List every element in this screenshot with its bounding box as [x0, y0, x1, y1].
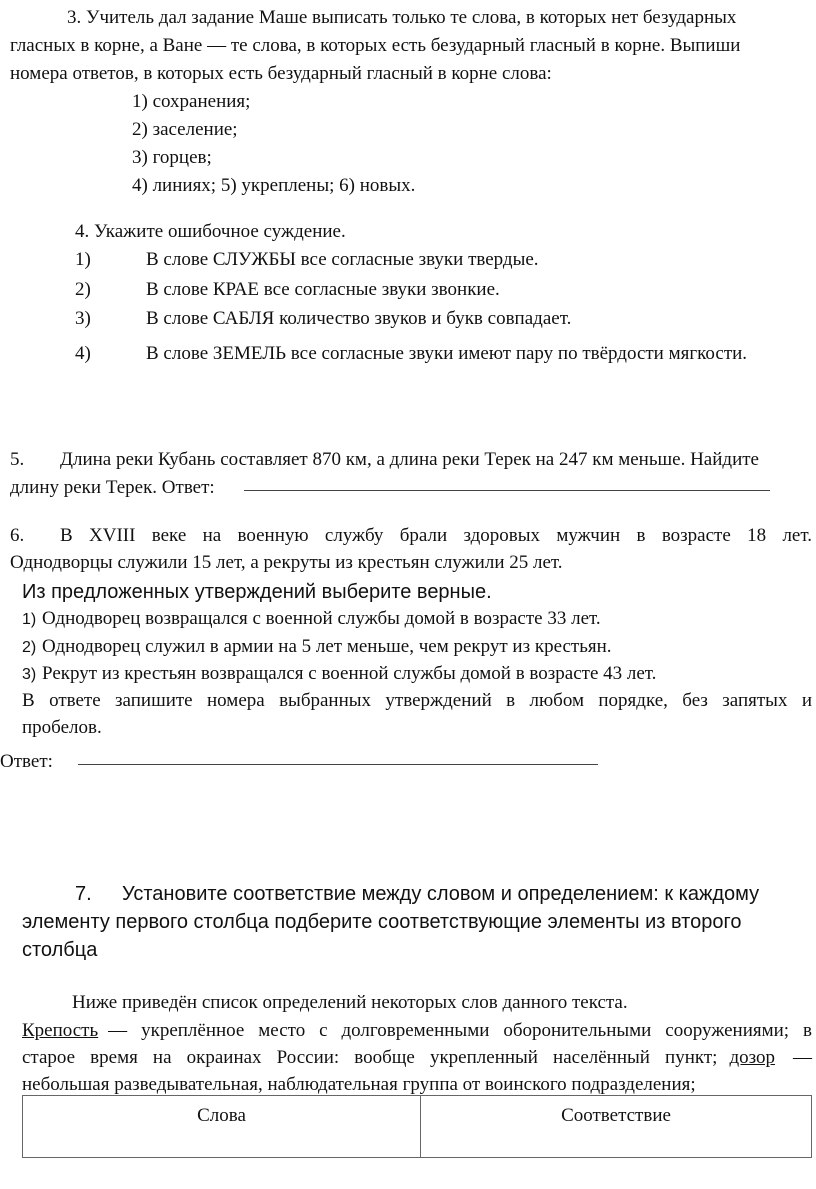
q6-item-num: 2): [22, 639, 37, 656]
q7-line2: элементу первого столбца подберите соответствующие элементы из второго: [22, 911, 742, 933]
q3-line1: 3. Учитель дал задание Маше выписать только те слова, в которых нет безударных: [67, 7, 737, 28]
q6-item-num: 1): [22, 611, 37, 628]
q3-line3: номера ответов, в которых есть безударный гласный в корне слова:: [10, 63, 552, 84]
q6-prompt: Из предложенных утверждений выберите верные.: [22, 581, 492, 603]
q7-def1-part-b: старое время на окраинах России: вообще укрепленный населённый пункт;: [22, 1047, 718, 1068]
q4-item-num: 4): [75, 343, 91, 364]
q3-option: 4) линиях; 5) укреплены; 6) новых.: [132, 175, 416, 196]
q6-note-line1: В ответе запишите номера выбранных утверждений в любом порядке, без запятых и: [22, 690, 812, 711]
q6-item-text: Однодворец служил в армии на 5 лет меньше, чем рекрут из крестьян.: [42, 636, 612, 657]
q3-line2: гласных в корне, а Ване — те слова, в которых есть безударный гласный в корне. Выпиши: [10, 35, 741, 56]
q4-item-text: В слове СЛУЖБЫ все согласные звуки твердые.: [146, 249, 539, 270]
q7-number: 7.: [75, 883, 92, 905]
q4-title: 4. Укажите ошибочное суждение.: [75, 221, 346, 242]
q5-answer-line[interactable]: [244, 490, 770, 491]
q6-answer-line[interactable]: [78, 764, 598, 765]
q4-item-num: 3): [75, 308, 91, 329]
q4-item-num: 1): [75, 249, 91, 270]
q7-word-dozor: дозор: [729, 1047, 775, 1068]
table-header-match: Соответствие: [421, 1096, 812, 1158]
q5-number: 5.: [10, 449, 25, 470]
table-header-row: [23, 1096, 812, 1158]
q7-word-krepost: Крепость: [22, 1020, 99, 1041]
q7-definition-line3: небольшая разведывательная, наблюдательная группа от воинского подразделения;: [22, 1074, 696, 1095]
q4-item-text: В слове КРАЕ все согласные звуки звонкие.: [146, 279, 500, 300]
q3-option: 1) сохранения;: [132, 91, 251, 112]
table-header-words: Слова: [23, 1096, 421, 1158]
q5-line2: длину реки Терек. Ответ:: [10, 477, 215, 498]
q6-item-text: Однодворец возвращался с военной службы домой в возрасте 33 лет.: [42, 608, 601, 629]
q6-item-num: 3): [22, 666, 37, 683]
q5-line1: Длина реки Кубань составляет 870 км, а длина реки Терек на 247 км меньше. Найдите: [60, 449, 759, 470]
q4-item-num: 2): [75, 279, 91, 300]
q3-option: 3) горцев;: [132, 147, 212, 168]
q7-intro: Ниже приведён список определений некоторых слов данного текста.: [72, 992, 628, 1013]
q7-definition-line2: [22, 1044, 812, 1072]
q6-line1: В XVIII веке на военную службу брали здоровых мужчин в возрасте 18 лет.: [60, 525, 812, 546]
q7-line3: столбца: [22, 939, 98, 961]
q6-item-text: Рекрут из крестьян возвращался с военной службы домой в возрасте 43 лет.: [42, 663, 657, 684]
q6-number: 6.: [10, 525, 25, 546]
q7-def1-part-a: — укреплённое место с долговременными оборонительными сооружениями; в: [108, 1020, 812, 1041]
q6-answer-label: Ответ:: [0, 751, 53, 772]
q6-line2: Однодворцы служили 15 лет, а рекруты из крестьян служили 25 лет.: [10, 552, 563, 573]
q7-line1: Установите соответствие между словом и определением: к каждому: [122, 883, 760, 905]
q7-dash: —: [793, 1047, 812, 1068]
q4-item-text: В слове САБЛЯ количество звуков и букв совпадает.: [146, 308, 572, 329]
q7-definition-line1: [22, 1017, 812, 1045]
q6-note-line2: пробелов.: [22, 717, 102, 738]
q4-item-text: В слове ЗЕМЕЛЬ все согласные звуки имеют пару по твёрдости мягкости.: [146, 343, 748, 364]
words-table: [22, 1095, 812, 1158]
q3-option: 2) заселение;: [132, 119, 238, 140]
